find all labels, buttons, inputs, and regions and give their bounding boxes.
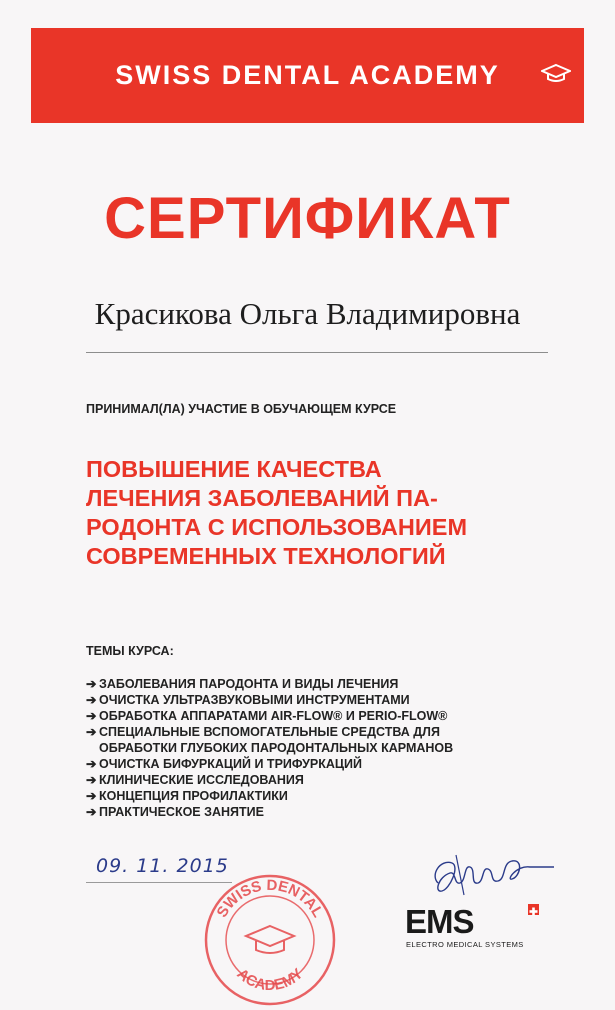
arrow-icon: ➔ [86, 789, 97, 803]
topic-text: КОНЦЕПЦИЯ ПРОФИЛАКТИКИ [99, 789, 288, 803]
certificate-title: СЕРТИФИКАТ [104, 186, 511, 251]
handwritten-date: 09. 11. 2015 [96, 855, 229, 877]
topic-text: ОБРАБОТКА АППАРАТАМИ AIR-FLOW® И PERIO-FLOW® [99, 709, 448, 723]
topic-text: ОЧИСТКА УЛЬТРАЗВУКОВЫМИ ИНСТРУМЕНТАМИ [99, 693, 410, 707]
divider [86, 352, 548, 353]
arrow-icon: ➔ [86, 725, 97, 739]
topic-item [86, 676, 453, 692]
ems-subtitle: ELECTRO MEDICAL SYSTEMS [406, 940, 524, 949]
arrow-icon: ➔ [86, 677, 97, 691]
course-title-line: ПОВЫШЕНИЕ КАЧЕСТВА [86, 456, 382, 482]
topic-item [86, 692, 453, 708]
arrow-icon: ➔ [86, 805, 97, 819]
topic-item [86, 788, 453, 804]
signature [420, 845, 560, 905]
topic-item [86, 804, 453, 820]
graduation-cap-icon [541, 62, 571, 84]
ems-logo: EMS [405, 903, 474, 940]
topic-text: ПРАКТИЧЕСКОЕ ЗАНЯТИЕ [99, 805, 264, 819]
topic-text-continued: ОБРАБОТКИ ГЛУБОКИХ ПАРОДОНТАЛЬНЫХ КАРМАНОВ [99, 741, 454, 755]
brand-title: SWISS DENTAL ACADEMY [115, 60, 500, 90]
course-title [86, 455, 556, 571]
arrow-icon: ➔ [86, 693, 97, 707]
topic-item [86, 724, 453, 756]
topic-text: ОЧИСТКА БИФУРКАЦИЙ И ТРИФУРКАЦИЙ [99, 757, 362, 771]
participated-text: ПРИНИМАЛ(ЛА) УЧАСТИЕ В ОБУЧАЮЩЕМ КУРСЕ [86, 402, 397, 416]
topic-item [86, 756, 453, 772]
arrow-icon: ➔ [86, 773, 97, 787]
topics-label: ТЕМЫ КУРСА: [86, 644, 174, 658]
recipient-name: Красикова Ольга Владимировна [94, 296, 521, 331]
arrow-icon: ➔ [86, 709, 97, 723]
svg-text:SWISS DENTAL: SWISS DENTAL [213, 876, 327, 921]
course-title-line: ЛЕЧЕНИЯ ЗАБОЛЕВАНИЙ ПА- [86, 485, 438, 511]
svg-text:ACADEMY: ACADEMY [233, 965, 307, 994]
arrow-icon: ➔ [86, 757, 97, 771]
swiss-cross-icon [528, 904, 539, 915]
topic-text: КЛИНИЧЕСКИЕ ИССЛЕДОВАНИЯ [99, 773, 304, 787]
header-band [31, 28, 584, 123]
topics-list [86, 676, 453, 820]
academy-stamp [200, 870, 340, 1010]
topic-text: ЗАБОЛЕВАНИЯ ПАРОДОНТА И ВИДЫ ЛЕЧЕНИЯ [99, 677, 399, 691]
topic-item [86, 708, 453, 724]
topic-text: СПЕЦИАЛЬНЫЕ ВСПОМОГАТЕЛЬНЫЕ СРЕДСТВА ДЛЯ [99, 725, 440, 739]
course-title-line: РОДОНТА С ИСПОЛЬЗОВАНИЕМ [86, 514, 468, 540]
course-title-line: СОВРЕМЕННЫХ ТЕХНОЛОГИЙ [86, 543, 446, 569]
topic-item [86, 772, 453, 788]
